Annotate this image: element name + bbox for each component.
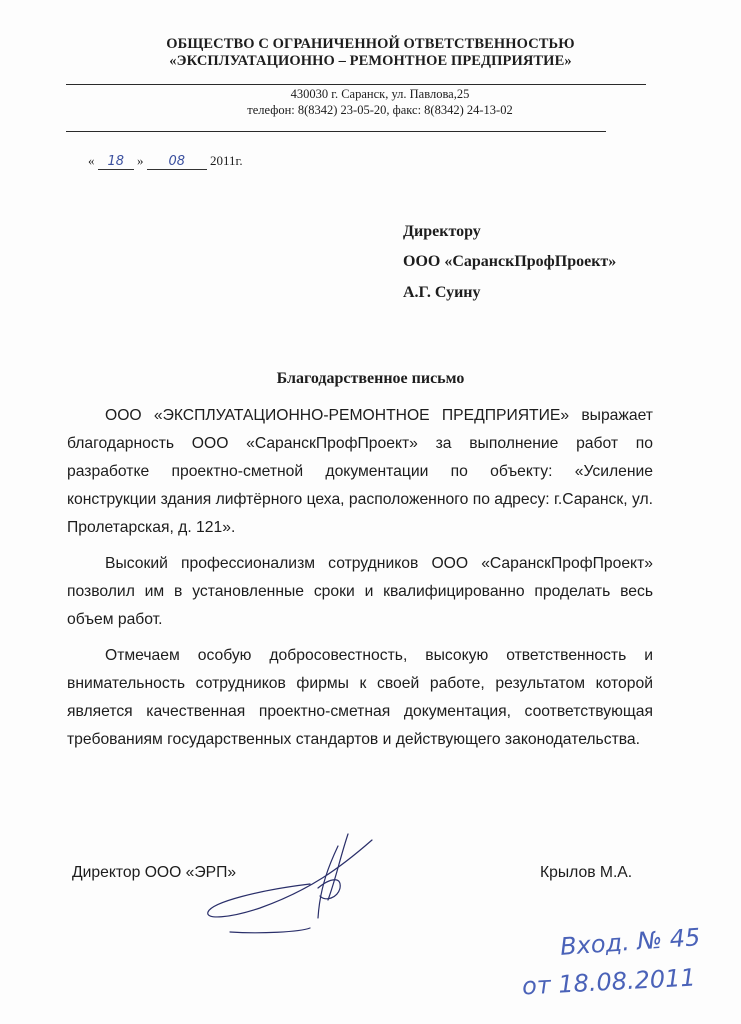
- org-name-line2: «ЭКСПЛУАТАЦИОННО – РЕМОНТНОЕ ПРЕДПРИЯТИЕ»: [169, 53, 572, 69]
- paragraph-3: Отмечаем особую добросовестность, высокую ответственность и внимательность сотрудников фирмы к своей работе, результатом которой является качественная проектно-сметная документация, соответствующая требованиям государственных стандартов и действующего законодательства.: [67, 647, 653, 748]
- paragraph-1: ООО «ЭКСПЛУАТАЦИОННО-РЕМОНТНОЕ ПРЕДПРИЯТИЕ» выражает благодарность ООО «СаранскПрофПроект» за выполнение работ по разработке проектно-сметной документации по объекту: «Усиление конструкции здания лифтёрного цеха, расположенного по адресу: г.Саранск, ул. Пролетарская, д. 121».: [67, 407, 653, 536]
- date-close-quote: »: [137, 153, 144, 168]
- signature-stroke-1: [208, 840, 372, 917]
- signatory-position: Директор ООО «ЭРП»: [72, 864, 237, 881]
- org-address: 430030 г. Саранск, ул. Павлова,25: [290, 87, 470, 101]
- header-divider-top: [66, 84, 646, 85]
- signatory-name: Крылов М.А.: [540, 864, 633, 881]
- paragraph-2: Высокий профессионализм сотрудников ООО «СаранскПрофПроект» позволил им в установленные сроки и квалифицированно проделать весь объем работ.: [67, 555, 653, 628]
- incoming-date: от 18.08.2011: [521, 963, 697, 1001]
- signature-stroke-3: [328, 834, 348, 900]
- date-year: 2011г.: [210, 153, 243, 168]
- org-phones: телефон: 8(8342) 23-05-20, факс: 8(8342) 24-13-02: [247, 103, 513, 117]
- recipient-company: ООО «СаранскПрофПроект»: [403, 253, 617, 270]
- date-open-quote: «: [88, 153, 95, 168]
- letter-title: Благодарственное письмо: [276, 370, 465, 387]
- date-month: 08: [147, 155, 207, 170]
- date-day: 18: [98, 155, 134, 170]
- signature-stroke-5: [230, 928, 310, 933]
- letter-body: [67, 402, 653, 754]
- org-name-line1: ОБЩЕСТВО С ОГРАНИЧЕННОЙ ОТВЕТСТВЕННОСТЬЮ: [166, 36, 575, 52]
- handwritten-signature: [190, 828, 390, 938]
- recipient-name: А.Г. Суину: [403, 284, 481, 301]
- recipient-title: Директору: [403, 223, 481, 240]
- letter-date: [88, 153, 243, 170]
- incoming-number: Вход. № 45: [559, 923, 702, 961]
- header-divider-bottom: [66, 131, 606, 132]
